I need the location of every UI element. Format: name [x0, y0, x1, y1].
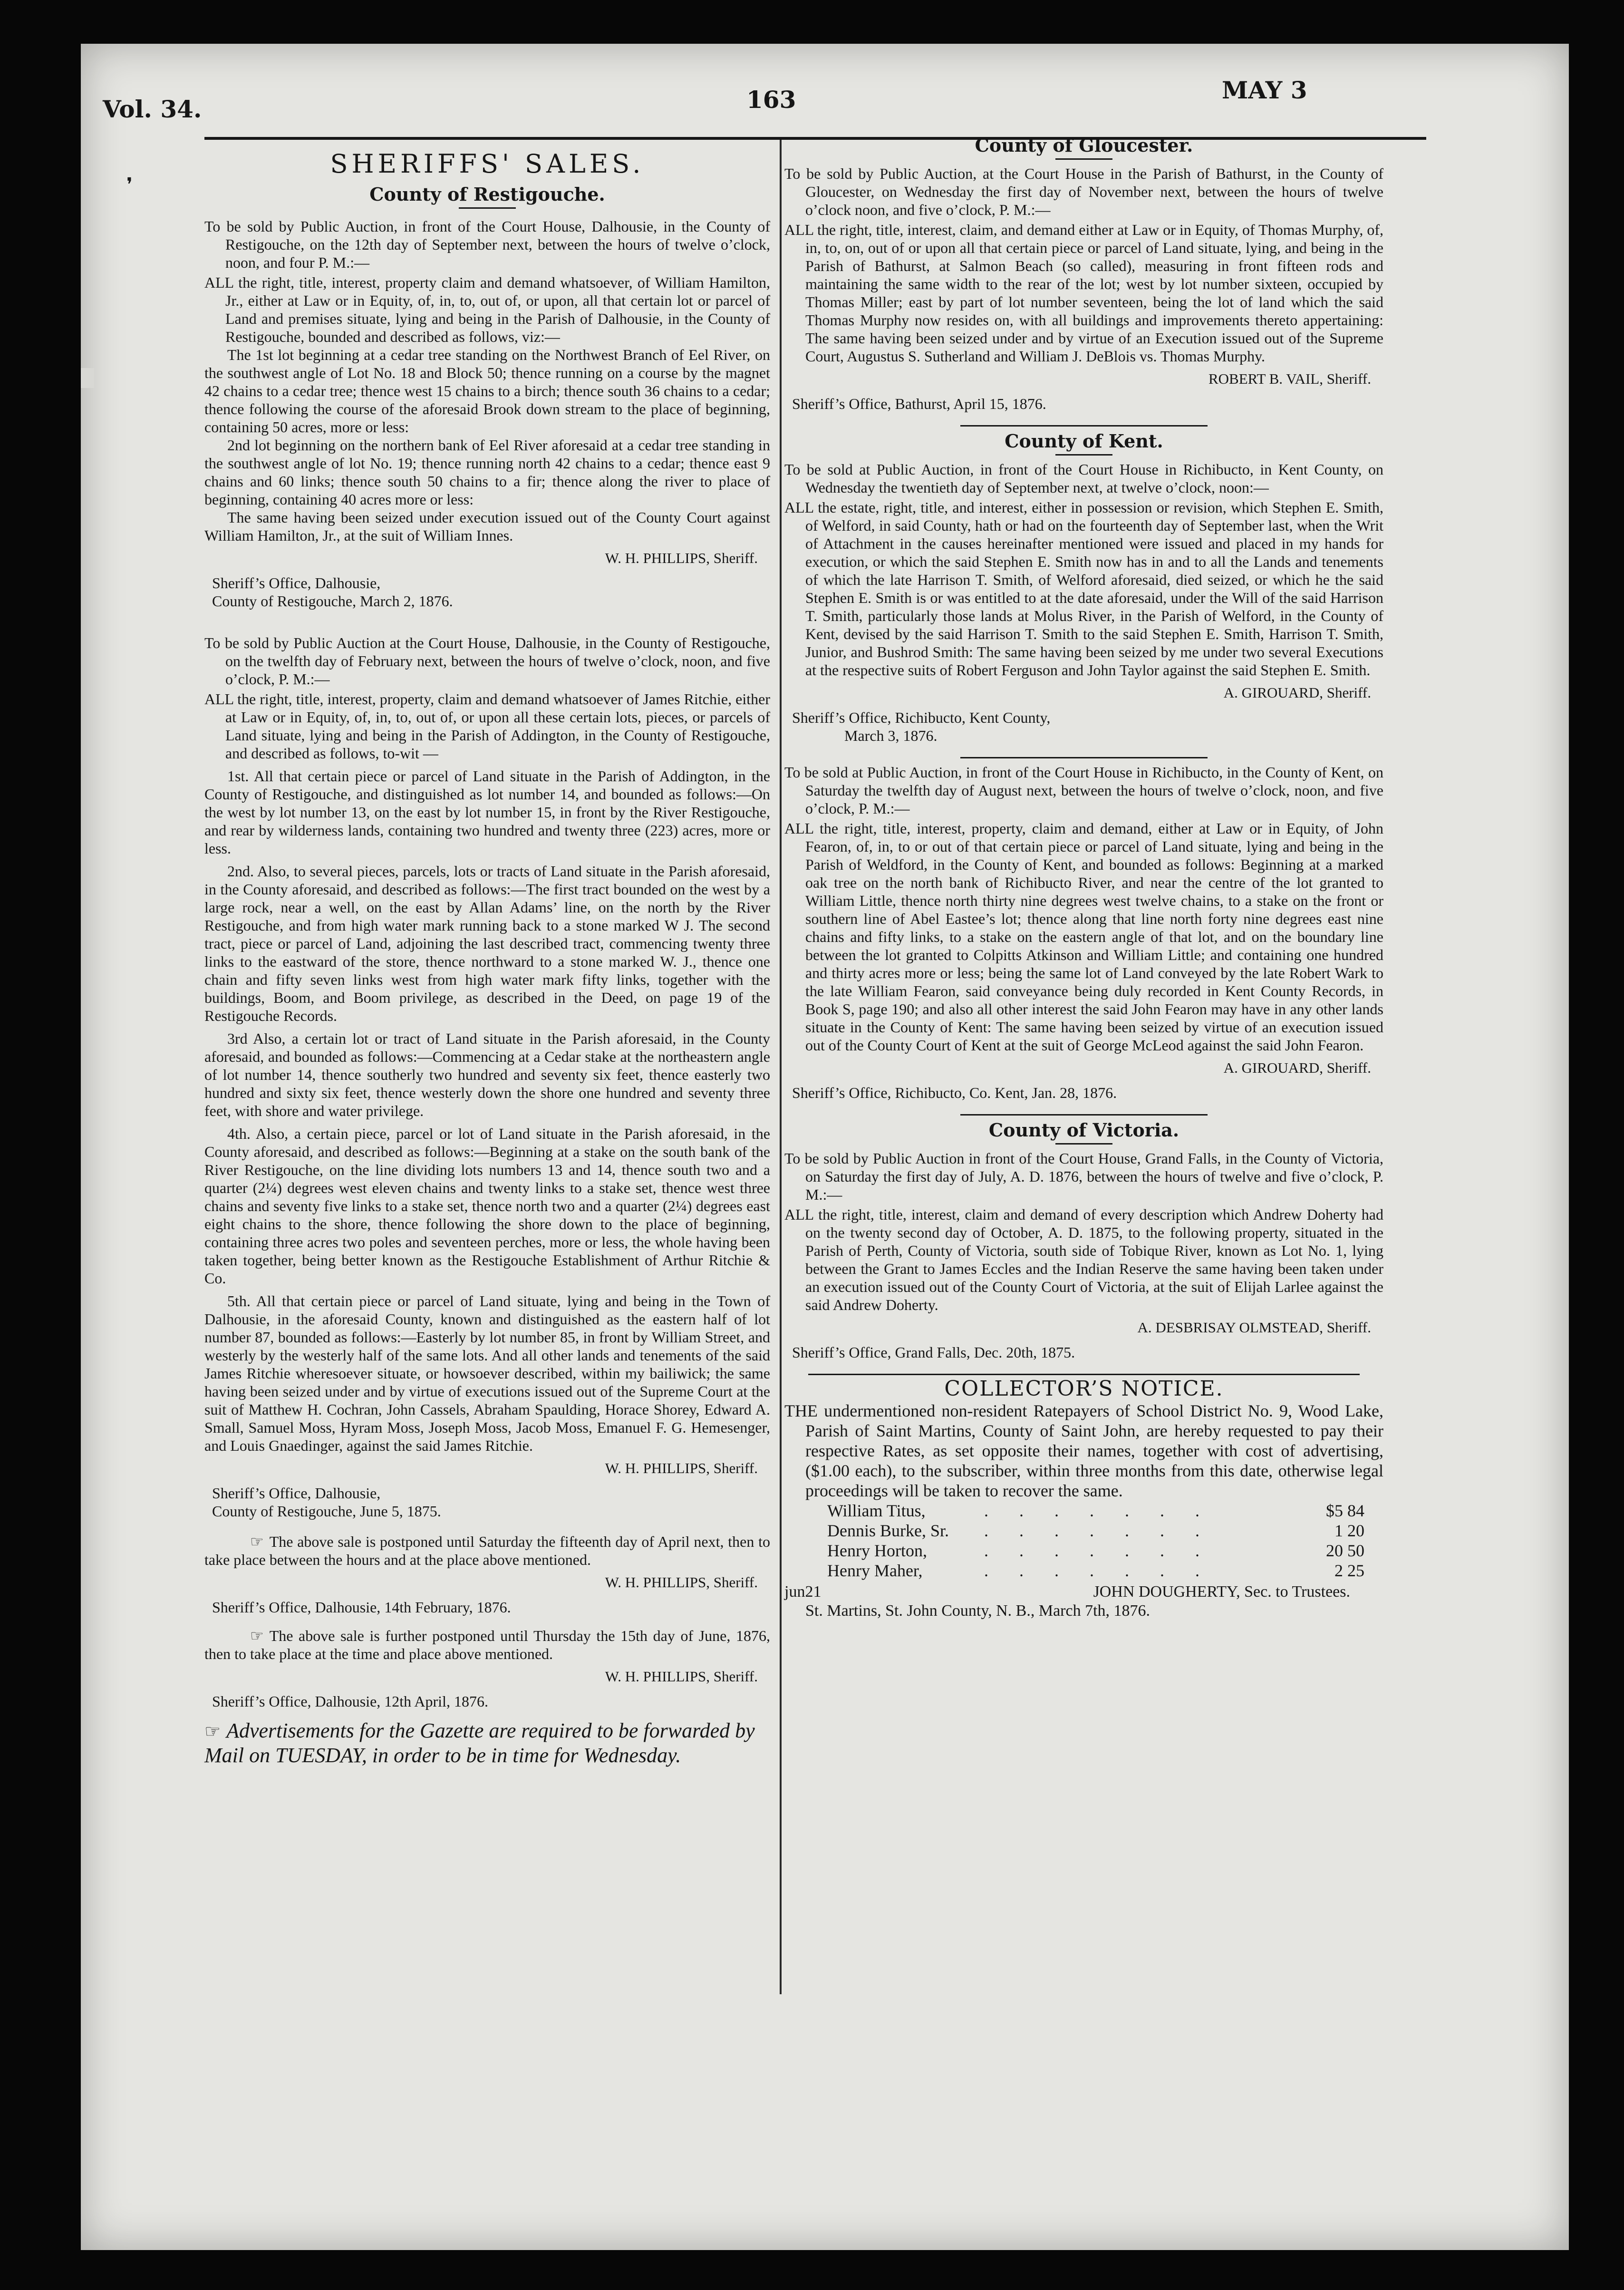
margin-mark: ❜ — [126, 174, 133, 196]
section-rule — [960, 757, 1208, 758]
office-date: Sheriff’s Office, Dalhousie, 12th April, 1876. — [212, 1693, 488, 1710]
office-date: County of Restigouche, March 2, 1876. — [212, 592, 453, 610]
column-divider — [780, 140, 782, 1994]
county-heading-gloucester: County of Gloucester. — [784, 136, 1383, 160]
lot-description: 2nd. Also, to several pieces, parcels, lots or tracts of Land situate in the Parish aforesaid, in the County aforesaid, and described as follows:—The first tract bounded on the west by a large rock, near a well, on the east by Allan Adams’ line, on the north by the River Restigouche, and from high water mark running back to a stone marked W J. The second tract, piece or parcel of Land, adjoining the last described tract, commencing twenty three links to the eastward of the store, thence northward to a stone marked W. J., thence one chain and fifty seven links west from high water mark fifty links, together with the buildings, Boom, and Boom privilege, as described in the Deed, on page 19 of the Restigouche Records. — [204, 863, 770, 1024]
sheriff-signature: A. GIROUARD, Sheriff. — [1223, 684, 1371, 701]
postponement-note: The above sale is postponed until Saturday the fifteenth day of April next, then to take place between the hours and at the place above mentioned. — [204, 1533, 770, 1568]
section-rule — [808, 1374, 1360, 1375]
county-heading-victoria: County of Victoria. — [784, 1121, 1383, 1145]
collector-signature-line — [784, 1582, 1350, 1601]
pointing-hand-icon: ☞ — [250, 1533, 264, 1550]
county-heading-restigouche: County of Restigouche. — [204, 185, 770, 209]
sheriff-signature: W. H. PHILLIPS, Sheriff. — [605, 1574, 758, 1591]
office-line: Sheriff’s Office, Richibucto, Kent County, — [792, 709, 1051, 726]
collector-place-date: St. Martins, St. John County, N. B., March 7th, 1876. — [805, 1602, 1150, 1620]
pointing-hand-icon: ☞ — [250, 1627, 264, 1644]
sale-description: ALL the right, title, interest, claim and demand of every description which Andrew Doherty had on the twenty second day of October, A. D. 1875, to the following property, situated in the Parish of Perth, County of Victoria, south side of Tobique River, known as Lot No. 1, lying between the Grant to James Eccles and the Indian Reserve the same having been taken under an execution issued out of the County Court of Victoria, at the suit of Elijah Larlee against the said Andrew Doherty. — [784, 1206, 1383, 1313]
page-number: 163 — [746, 86, 796, 114]
office-date: Sheriff’s Office, Richibucto, Co. Kent, Jan. 28, 1876. — [792, 1084, 1117, 1101]
volume-number: Vol. 34. — [103, 95, 202, 123]
sale-intro: To be sold at Public Auction, in front of the Court House in Richibucto, in the County of Kent, on Saturday the twelfth day of August next, between the hours of twelve o’clock, noon, and five o’clock, P. M.:— — [784, 764, 1383, 817]
page-edge-mark — [81, 368, 94, 388]
sale-intro: To be sold by Public Auction in front of the Court House, Grand Falls, in the County of Victoria, on Saturday the first day of July, A. D. 1876, between the hours of twelve and five o’clock, P. M.:— — [784, 1150, 1383, 1203]
sheriff-signature: A. GIROUARD, Sheriff. — [1223, 1059, 1371, 1076]
rate-amount: 2 25 — [1334, 1561, 1364, 1580]
lot-description: 2nd lot beginning on the northern bank of Eel River aforesaid at a cedar tree standing in the southwest angle of lot No. 19; thence running north 42 chains to a cedar; thence east 9 chains and 60 links; thence south 50 chains to a fir; thence along the river to place of beginning, containing 40 acres more or less: — [204, 437, 770, 508]
sheriff-signature: A. DESBRISAY OLMSTEAD, Sheriff. — [1137, 1319, 1371, 1336]
leader-dots: . . . . . . . — [984, 1561, 1213, 1580]
notice-code: jun21 — [784, 1583, 822, 1601]
gazette-notice — [204, 1719, 770, 1767]
sale-description: ALL the right, title, interest, property, claim and demand, either at Law or in Equity, of John Fearon, of, in, to or out of that certain piece or parcel of Land situate, lying and being in the Parish of Weldford, in the County of Kent, and bounded as follows: Beginning at a marked oak tree on the north bank of Richibucto River, and near the centre of the lot granted to William Little, thence north thirty nine degrees west twelve chains, to a stake on the front or southern line of Abel Eastee’s lot; thence along that line north forty nine degrees east nine chains and fifty links, to a stake on the eastern angle of that lot, and on the boundary line between the lot granted to Colpitts Atkinson and William Little; and containing one hundred and thirty acres more or less; being the same lot of Land conveyed by the late Robert Wark to the late William Fearon, said conveyance being duly recorded in Kent County Records, in Book S, page 190; and also all other interest the said John Fearon may have in any other lands situate in the County of Kent: The same having been seized by virtue of an execution issued out of the County Court of Kent at the suit of George McLeod against the said John Fearon. — [784, 820, 1383, 1054]
lot-description: The 1st lot beginning at a cedar tree standing on the Northwest Branch of Eel River, on the southwest angle of Lot No. 18 and Block 50; thence running on a course by the magnet 42 chains to a cedar tree; thence west 15 chains to a birch; thence south 36 chains to a cedar; thence following the course of the aforesaid Brook down stream to the place of beginning, containing 50 acres, more or less: — [204, 346, 770, 436]
lot-description: 1st. All that certain piece or parcel of Land situate in the Parish of Addington, in the County of Restigouche, and distinguished as lot number 14, and bounded as follows:—On the west by lot number 13, on the east by lot number 15, in front by the River Restigouche, and rear by wilderness lands, containing two hundred and twenty three (223) acres, more or less. — [204, 767, 770, 857]
sale-description: ALL the right, title, interest, property, claim and demand whatsoever of James Ritchie, either at Law or in Equity, of, in, to, out of, or upon all these certain lots, pieces, or parcels of Land situate, lying and being in the Parish of Addington, in the County of Restigouche, and described as follows, to-wit — — [204, 690, 770, 762]
lot-description: 3rd Also, a certain lot or tract of Land situate in the Parish aforesaid, in the County aforesaid, and bounded as follows:—Commencing at a Cedar stake at the northeastern angle of lot number 14, thence southerly two hundred and seventy six feet, thence easterly two hundred and sixty six feet, thence westerly down the shore one hundred and seventy three feet, with shore and water privilege. — [204, 1030, 770, 1119]
sheriff-signature: ROBERT B. VAIL, Sheriff. — [1208, 370, 1371, 387]
issue-date: MAY 3 — [1222, 76, 1307, 104]
ratepayer-name: Dennis Burke, Sr. — [827, 1521, 949, 1540]
ratepayer-name: William Titus, — [827, 1501, 926, 1520]
office-date: Sheriff’s Office, Grand Falls, Dec. 20th, 1875. — [792, 1344, 1075, 1361]
office-date: Sheriff’s Office, Bathurst, April 15, 1876. — [792, 395, 1046, 412]
lot-description: 4th. Also, a certain piece, parcel or lot of Land situate in the Parish aforesaid, in the County aforesaid, and described as follows:—Beginning at a stake on the south bank of the River Restigouche, on the line dividing lots numbers 13 and 14, thence south two and a quarter (2¼) degrees west eleven chains and twenty links to a stake set, thence west three chains and seventy five links to a stake set, thence north two and a quarter (2¼) degrees east eight chains to the shore, thence following the shore down to the place of beginning, containing three acres two poles and seventeen perches, more or less, the whole having been taken together, being better known as the Restigouche Establishment of Arthur Ritchie & Co. — [204, 1125, 770, 1287]
leader-dots: . . . . . . . — [984, 1521, 1213, 1540]
section-title: SHERIFFS' SALES. — [330, 149, 645, 179]
sheriff-signature: W. H. PHILLIPS, Sheriff. — [605, 1460, 758, 1476]
leader-dots: . . . . . . . — [984, 1541, 1213, 1560]
ratepayer-name: Henry Horton, — [827, 1541, 927, 1560]
postponement-note: The above sale is further postponed until Thursday the 15th day of June, 1876, then to take place at the time and place above mentioned. — [204, 1627, 770, 1662]
sale-intro: To be sold at Public Auction, in front of the Court House in Richibucto, in Kent County, on Wednesday the twentieth day of September next, at twelve o’clock, noon:— — [784, 461, 1383, 496]
office-line: Sheriff’s Office, Dalhousie, — [212, 574, 381, 592]
leader-dots: . . . . . . . — [984, 1501, 1213, 1520]
sheriff-signature: W. H. PHILLIPS, Sheriff. — [605, 550, 758, 566]
sale-description: ALL the right, title, interest, claim, and demand either at Law or in Equity, of Thomas Murphy, of, in, to, on, out of or upon all that certain piece or parcel of Land situate, lying, and being in the Parish of Bathurst, at Salmon Beach (so called), measuring in front fifteen rods and maintaining the same width to the rear of the lot; west by lot number sixteen, occupied by Thomas Miller; east by part of lot number seventeen, being the lot of land which the said Thomas Murphy now resides on, with all buildings and improvements thereto appertaining: The same having been seized under and by virtue of an Execution issued out of the Supreme Court, Augustus S. Sutherland and William J. DeBlois vs. Thomas Murphy. — [784, 221, 1383, 365]
right-column — [784, 131, 1383, 1620]
rate-amount: 20 50 — [1326, 1541, 1364, 1560]
ratepayer-row — [784, 1501, 1364, 1521]
rate-amount: 1 20 — [1334, 1521, 1364, 1540]
office-date: County of Restigouche, June 5, 1875. — [212, 1503, 441, 1520]
trustee-signature: JOHN DOUGHERTY, Sec. to Trustees. — [1093, 1583, 1350, 1601]
lot-description: 5th. All that certain piece or parcel of Land situate, lying and being in the Town of Dalhousie, in the aforesaid County, known and distinguished as the eastern half of lot number 87, bounded as follows:—Easterly by lot number 85, in front by William Street, and westerly by the westerly half of the same lots. And all other lands and tenements of the said James Ritchie wheresoever situate, or howsoever described, within my bailiwick; the same having been seized under and by virtue of executions issued out of the Supreme Court at the suit of Matthew H. Cochran, John Cassels, Abraham Spaulding, Horace Shorey, Edward A. Small, Samuel Moss, Hyram Moss, Joseph Moss, Jacob Moss, Emanuel F. G. Hemesenger, and Louis Gnaedinger, against the said James Ritchie. — [204, 1292, 770, 1454]
ratepayer-row — [784, 1521, 1364, 1541]
office-line: Sheriff’s Office, Dalhousie, — [212, 1485, 381, 1502]
left-column — [204, 151, 770, 1767]
pointing-hand-icon: ☞ — [204, 1722, 221, 1742]
sale-description: ALL the right, title, interest, property claim and demand whatsoever, of William Hamilton, Jr., either at Law or in Equity, of, in, to, out of, or upon, all that certain lot or parcel of Land and premises situate, lying and being in the Parish of Dalhousie, in the County of Restigouche, bounded and described as follows, viz:— — [204, 274, 770, 345]
office-date: March 3, 1876. — [844, 727, 938, 744]
office-date: Sheriff’s Office, Dalhousie, 14th February, 1876. — [212, 1599, 511, 1616]
sale-intro: To be sold by Public Auction, at the Court House in the Parish of Bathurst, in the County of Gloucester, on Wednesday the first day of November next, between the hours of twelve o’clock noon, and five o’clock, P. M.:— — [784, 165, 1383, 218]
sale-intro: To be sold by Public Auction, in front of the Court House, Dalhousie, in the County of Restigouche, on the 12th day of September next, between the hours of twelve o’clock, noon, and four P. M.:— — [204, 218, 770, 271]
ratepayer-name: Henry Maher, — [827, 1561, 923, 1580]
gazette-notice-text: Advertisements for the Gazette are required to be forwarded by Mail on TUESDAY, in order to be in time for Wednesday. — [204, 1719, 755, 1767]
rate-amount: $5 84 — [1326, 1501, 1364, 1520]
county-heading-kent: County of Kent. — [784, 432, 1383, 456]
section-rule — [960, 1114, 1208, 1116]
sale-description: ALL the estate, right, title, and interest, either in possession or revision, which Stephen E. Smith, of Welford, in said County, hath or had on the fourteenth day of September last, when the Writ of Attachment in the causes hereinafter mentioned were issued and placed in my hands for execution, or which the said Stephen E. Smith now has in and to all the Lands and tenements of which the late Harrison T. Smith, of Welford aforesaid, died seized, or which he the said Stephen E. Smith is or was entitled to at the date aforesaid, under the Will of the said Harrison T. Smith, particularly those lands at Molus River, in the Parish of Welford, in the County of Kent, devised by the said Harrison T. Smith to the said Stephen E. Smith, Harrison T. Smith, Junior, and Bushrod Smith: The same having been seized by me under two several Executions at the respective suits of Robert Ferguson and John Taylor against the said Stephen E. Smith. — [784, 499, 1383, 679]
seizure-note: The same having been seized under execution issued out of the County Court against William Hamilton, Jr., at the suit of William Innes. — [204, 509, 770, 544]
sale-intro: To be sold by Public Auction at the Court House, Dalhousie, in the County of Restigouche, on the twelfth day of February next, between the hours of twelve o’clock, noon, and five o’clock, P. M.:— — [204, 634, 770, 688]
sheriff-signature: W. H. PHILLIPS, Sheriff. — [605, 1668, 758, 1685]
collector-notice-title: COLLECTOR’S NOTICE. — [944, 1377, 1224, 1401]
ratepayer-row — [784, 1541, 1364, 1561]
section-rule — [960, 425, 1208, 427]
ratepayer-list — [784, 1501, 1383, 1581]
collector-notice-body: THE undermentioned non-resident Ratepayers of School District No. 9, Wood Lake, Parish of Saint Martins, County of Saint John, are hereby requested to pay their respective Rates, as set opposite their names, together with cost of advertising, ($1.00 each), to the subscriber, within three months from this date, otherwise legal proceedings will be taken to recover the same. — [784, 1401, 1383, 1500]
ratepayer-row — [784, 1561, 1364, 1581]
